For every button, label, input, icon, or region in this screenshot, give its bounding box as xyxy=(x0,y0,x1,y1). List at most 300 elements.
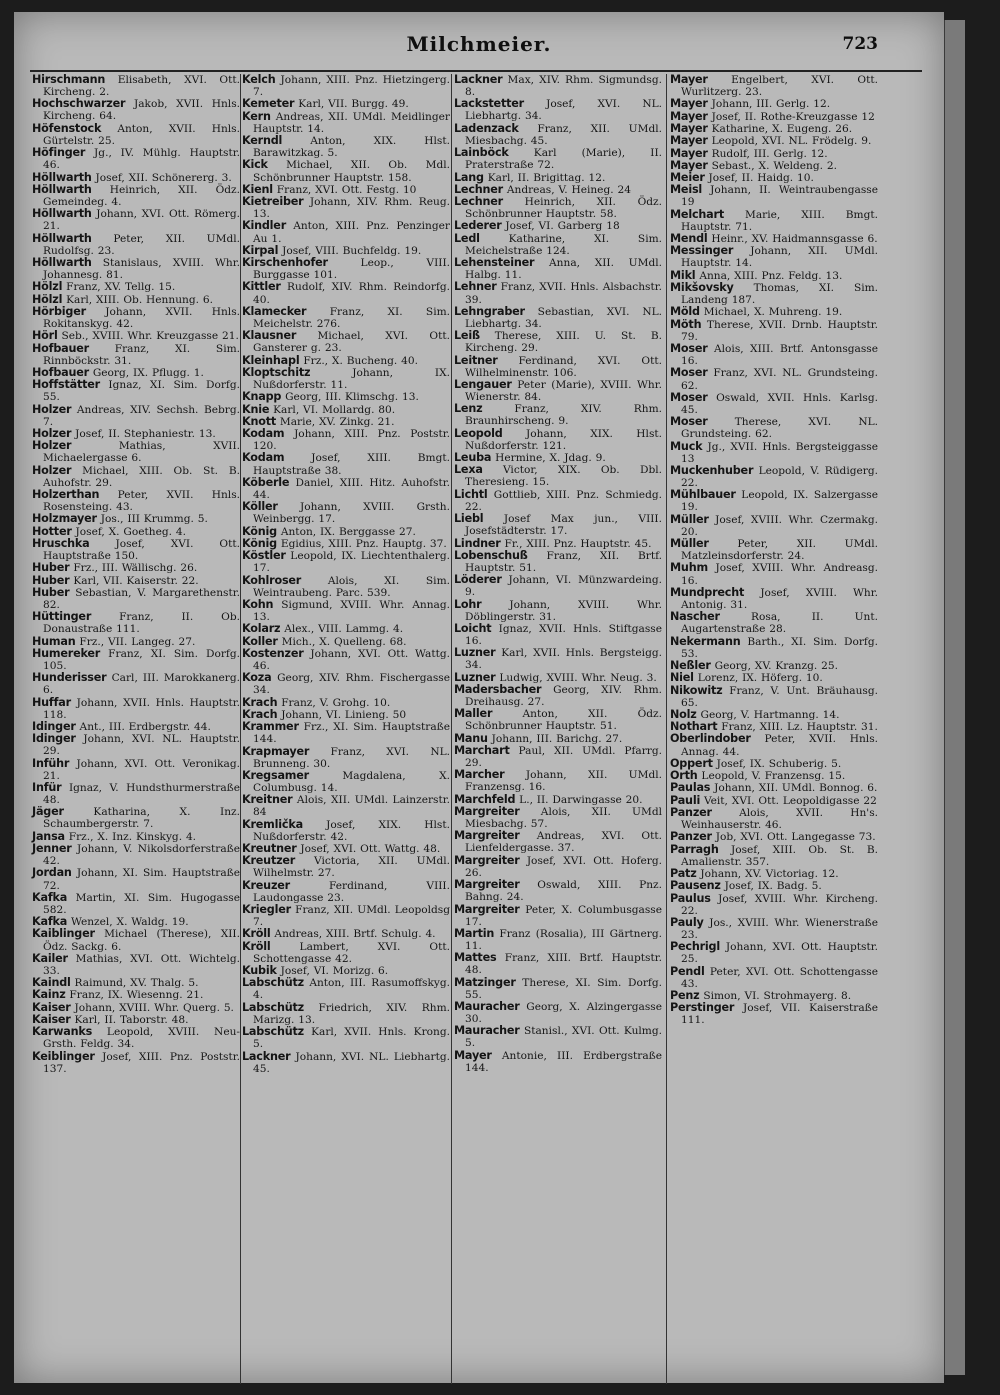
directory-entry xyxy=(242,330,450,354)
entry-surname: Perstinger xyxy=(670,1001,735,1015)
directory-entry xyxy=(32,404,240,428)
entry-details: Johann, III. Barichg. 27. xyxy=(487,732,623,745)
entry-details: Anton, IX. Berggasse 27. xyxy=(276,525,416,538)
entry-details: Franz, II. Ob. Donaustraße 111. xyxy=(43,611,240,636)
entry-details: Franz, XVII. Hnls. Alsbachstr. 39. xyxy=(465,281,662,306)
directory-entry xyxy=(670,721,878,733)
entry-details: Katharina, X. Inz. Schaumbergerstr. 7. xyxy=(43,806,240,831)
entry-details: Franz, XI. Sim. Rinnböckstr. 31. xyxy=(43,342,240,367)
entry-details: Anton, XII. Ödz. Schönbrunner Hauptstr. 51. xyxy=(465,708,662,733)
entry-details: Jakob, XVII. Hnls. Kircheng. 64. xyxy=(43,98,240,123)
entry-surname: Moser xyxy=(670,342,708,356)
entry-surname: Luzner xyxy=(454,646,496,660)
entry-details: Oswald, XVII. Hnls. Karlsg. 45. xyxy=(681,391,878,416)
entry-details: L., II. Darwingasse 20. xyxy=(515,793,643,806)
directory-entry xyxy=(242,794,450,818)
entry-surname: Idinger xyxy=(32,732,76,746)
directory-entry xyxy=(670,270,878,282)
entry-details: Franz, XVI. NL. Grundsteing. 62. xyxy=(681,367,878,392)
entry-details: Anton, XIX. Hlst. Barawitzkag. 5. xyxy=(253,135,450,160)
directory-entry xyxy=(670,135,878,147)
entry-details: Max, XIV. Rhm. Sigmundsg. 8. xyxy=(465,74,662,99)
entry-surname: Mikšovsky xyxy=(670,281,734,295)
directory-entry xyxy=(454,220,662,232)
entry-details: Carl, III. Marokkanerg. 6. xyxy=(43,672,240,697)
entry-surname: Kröll xyxy=(242,939,271,953)
directory-entry xyxy=(242,1026,450,1050)
entry-details: Therese, XVII. Drnb. Hauptstr. 79. xyxy=(681,318,878,343)
entry-surname: Holzer xyxy=(32,426,72,440)
entry-surname: Paulas xyxy=(670,781,711,795)
directory-entry xyxy=(454,1025,662,1049)
entry-details: Johann, II. Weintraubengasse 19 xyxy=(681,184,878,209)
entry-details: Josef, VII. Kaiserstraße 111. xyxy=(681,1002,878,1027)
directory-entry xyxy=(32,953,240,977)
entry-surname: Holzer xyxy=(32,439,72,453)
page-title: Milchmeier. xyxy=(406,32,552,56)
entry-details: Alois, XII. UMdl. Lainzerstr. 84 xyxy=(253,794,450,819)
entry-surname: Kaindl xyxy=(32,976,71,990)
entry-details: Franz, XIV. Rhm. Braunhirscheng. 9. xyxy=(465,403,662,428)
directory-entry xyxy=(32,123,240,147)
header-rule xyxy=(30,70,922,72)
entry-surname: Oppert xyxy=(670,756,713,770)
entry-surname: Marchfeld xyxy=(454,792,516,806)
directory-entry xyxy=(454,355,662,379)
entry-surname: Kaiblinger xyxy=(32,927,95,941)
entry-surname: Mayer xyxy=(670,73,708,86)
entry-surname: Ladenzack xyxy=(454,121,519,135)
entry-details: Peter, XVII. Hnls. Rosensteing. 43. xyxy=(43,488,240,514)
entry-details: Anna, XIII. Pnz. Feldg. 13. xyxy=(695,269,843,282)
directory-entry xyxy=(454,733,662,745)
entry-surname: Lackner xyxy=(454,73,503,86)
entry-surname: Huffar xyxy=(32,695,71,709)
entry-surname: Kreitner xyxy=(242,793,293,807)
entry-surname: König xyxy=(242,524,277,538)
entry-details: Josef, XIII. Ob. St. B. Amalienstr. 357. xyxy=(681,843,878,868)
directory-column-3 xyxy=(454,74,662,1074)
directory-entry xyxy=(670,758,878,770)
entry-surname: Kafka xyxy=(32,890,68,904)
entry-surname: Mikl xyxy=(670,268,696,282)
entry-surname: Nekermann xyxy=(670,634,741,648)
directory-entry xyxy=(670,245,878,269)
directory-entry xyxy=(670,868,878,880)
directory-entry xyxy=(32,343,240,367)
directory-entry xyxy=(242,367,450,391)
entry-details: Johann, XVII. Hnls. Hauptstr. 118. xyxy=(43,696,240,721)
entry-details: Josef, II. Rothe-Kreuzgasse 12 xyxy=(707,110,875,123)
directory-entry xyxy=(670,807,878,831)
entry-details: Karl, VII. Burgg. 49. xyxy=(294,98,409,111)
directory-entry xyxy=(454,879,662,903)
entry-details: Marie, XIII. Bmgt. Hauptstr. 71. xyxy=(681,208,878,233)
entry-details: Michael, XVI. Ott. Gansterer g. 23. xyxy=(253,330,450,355)
directory-entry xyxy=(32,697,240,721)
entry-details: Rudolf, XIV. Rhm. Reindorfg. 40. xyxy=(253,281,450,306)
directory-entry xyxy=(242,709,450,721)
entry-surname: Matzinger xyxy=(454,975,516,989)
directory-entry xyxy=(454,928,662,952)
directory-entry xyxy=(670,172,878,184)
directory-entry xyxy=(454,257,662,281)
directory-entry xyxy=(670,148,878,160)
directory-entry xyxy=(670,538,878,562)
entry-details: Andreas, XIV. Sechsh. Bebrg. 7. xyxy=(43,403,240,428)
directory-entry xyxy=(670,184,878,208)
entry-surname: Huber xyxy=(32,561,70,575)
entry-surname: Kailer xyxy=(32,951,68,965)
directory-entry xyxy=(242,391,450,403)
entry-details: Josef, XVI. NL. Liebhartg. 34. xyxy=(465,98,662,123)
entry-details: Jg., XVII. Hnls. Bergsteiggasse 13 xyxy=(681,440,878,465)
entry-details: Peter, XII. UMdl. Matzleinsdorferstr. 24. xyxy=(681,538,878,563)
directory-entry xyxy=(242,880,450,904)
entry-surname: Huber xyxy=(32,585,70,599)
entry-details: Heinrich, XII. Ödz. Gemeindeg. 4. xyxy=(43,183,240,208)
entry-surname: Möld xyxy=(670,305,700,319)
directory-entry xyxy=(670,672,878,684)
entry-surname: Lackner xyxy=(242,1049,291,1063)
entry-surname: Lenz xyxy=(454,402,483,416)
entry-surname: Hotter xyxy=(32,524,72,538)
entry-details: Leopold, XVIII. Neu-Grsth. Feldg. 34. xyxy=(43,1026,240,1051)
entry-surname: Patz xyxy=(670,866,697,880)
entry-details: Sigmund, XVIII. Whr. Annag. 13. xyxy=(253,598,450,623)
directory-entry xyxy=(32,867,240,891)
entry-details: Martin, XI. Sim. Hugogasse 582. xyxy=(43,891,240,916)
entry-surname: Karwanks xyxy=(32,1025,93,1039)
entry-details: Frz., X. Bucheng. 40. xyxy=(299,354,419,367)
entry-details: Johann, XII. UMdl. Bonnog. 6. xyxy=(710,782,878,795)
entry-surname: Höfenstock xyxy=(32,121,102,135)
entry-details: Antonie, III. Erdbergstraße 144. xyxy=(465,1049,662,1074)
entry-details: Sebastian, XVI. NL. Liebhartg. 34. xyxy=(465,305,662,330)
entry-surname: Jansa xyxy=(32,829,65,843)
entry-details: Victoria, XII. UMdl. Wilhelmstr. 27. xyxy=(253,855,450,880)
entry-details: Josef, XVI. Ott. Wattg. 48. xyxy=(296,843,441,856)
directory-entry xyxy=(32,843,240,867)
entry-surname: Krach xyxy=(242,695,278,709)
directory-column-4 xyxy=(670,74,878,1027)
directory-entry xyxy=(32,733,240,757)
entry-surname: Jordan xyxy=(32,866,72,880)
directory-entry xyxy=(242,220,450,244)
entry-surname: Höllwarth xyxy=(32,170,92,184)
directory-entry xyxy=(454,599,662,623)
entry-surname: Kaiser xyxy=(32,1000,71,1014)
entry-details: Leopold, IX. Salzergasse 19. xyxy=(681,489,878,514)
directory-entry xyxy=(242,245,450,257)
directory-entry xyxy=(454,452,662,464)
entry-surname: Nikowitz xyxy=(670,683,723,697)
entry-surname: Nolz xyxy=(670,707,697,721)
entry-surname: Lobenschuß xyxy=(454,548,528,562)
entry-details: Johann, V. Nikolsdorferstraße 42. xyxy=(43,843,240,868)
entry-details: Michael (Therese), XII. Ödz. Sackg. 6. xyxy=(43,928,240,953)
entry-surname: Kriegler xyxy=(242,903,291,917)
entry-surname: Hoffstätter xyxy=(32,378,100,392)
entry-details: Johann, XVI. NL. Hauptstr. 29. xyxy=(43,733,240,758)
entry-details: Andreas, V. Heineg. 24 xyxy=(502,183,631,196)
entry-details: Friedrich, XIV. Rhm. Marizg. 13. xyxy=(253,1001,450,1026)
directory-entry xyxy=(32,257,240,281)
directory-entry xyxy=(670,709,878,721)
entry-details: Johann, XVII. Hnls. Rokitanskyg. 42. xyxy=(43,305,240,330)
entry-details: Franz, XV. Tellg. 15. xyxy=(62,281,176,294)
directory-entry xyxy=(242,977,450,1001)
entry-details: Johann, XVI. Ott. Römerg. 21. xyxy=(43,208,240,233)
entry-details: Johann, VI. Linieng. 50 xyxy=(277,708,407,721)
directory-entry xyxy=(32,428,240,440)
entry-surname: Höllwarth xyxy=(32,182,92,196)
entry-details: Josef, VI. Garberg 18 xyxy=(501,220,620,233)
directory-entry xyxy=(454,684,662,708)
entry-surname: Müller xyxy=(670,537,709,551)
directory-entry xyxy=(454,745,662,769)
entry-surname: Margreiter xyxy=(454,805,520,818)
entry-details: Ignaz, XVII. Hnls. Stiftgasse 16. xyxy=(465,622,662,647)
entry-details: Frz., III. Wällischg. 26. xyxy=(69,562,198,575)
entry-surname: Lohr xyxy=(454,597,482,611)
entry-surname: Kohlroser xyxy=(242,573,302,587)
directory-entry xyxy=(242,965,450,977)
entry-surname: Mattes xyxy=(454,951,497,965)
entry-surname: Lehensteiner xyxy=(454,256,535,270)
entry-surname: Hölzl xyxy=(32,280,63,294)
directory-entry xyxy=(242,501,450,525)
entry-details: Franz, XVI. NL. Brunneng. 30. xyxy=(253,745,450,770)
entry-surname: Mayer xyxy=(670,146,708,160)
entry-details: Georg, XIV. Rhm. Fischergasse 34. xyxy=(253,672,450,697)
entry-surname: Infür xyxy=(32,781,62,794)
entry-surname: Kodam xyxy=(242,427,285,441)
entry-surname: Kostenzer xyxy=(242,646,304,660)
entry-details: Therese, XI. Sim. Dorfg. 55. xyxy=(465,976,662,1001)
entry-surname: Pechrigl xyxy=(670,940,720,954)
entry-details: Alois, XII. UMdl Miesbachg. 57. xyxy=(465,806,662,831)
entry-surname: Krapmayer xyxy=(242,744,310,758)
entry-details: Franz, XII. Brtf. Hauptstr. 51. xyxy=(465,549,662,574)
entry-details: Mathias, XVI. Ott. Wichtelg. 33. xyxy=(43,952,240,977)
entry-surname: Muhm xyxy=(670,561,708,575)
entry-details: Engelbert, XVI. Ott. Wurlitzerg. 23. xyxy=(681,74,878,99)
entry-details: Franz, XII. UMdl. Miesbachg. 45. xyxy=(465,122,662,147)
entry-surname: Hofbauer xyxy=(32,365,89,379)
entry-surname: Jäger xyxy=(32,805,64,819)
entry-surname: Köller xyxy=(242,500,278,514)
entry-details: Rosa, II. Unt. Augartenstraße 28. xyxy=(681,611,878,636)
entry-surname: Kreutzer xyxy=(242,854,296,868)
directory-entry xyxy=(670,844,878,868)
directory-entry xyxy=(242,672,450,696)
entry-surname: Hofbauer xyxy=(32,341,89,355)
directory-entry xyxy=(670,282,878,306)
directory-entry xyxy=(242,904,450,928)
entry-details: Franz, XI. Sim. Meichelstr. 276. xyxy=(253,305,450,330)
directory-entry xyxy=(32,367,240,379)
directory-entry xyxy=(670,770,878,782)
entry-details: Karl, XVII. Hnls. Bergsteigg. 34. xyxy=(465,647,662,672)
directory-entry xyxy=(32,1014,240,1026)
entry-surname: Koller xyxy=(242,634,278,648)
entry-surname: Pausenz xyxy=(670,879,721,893)
directory-entry xyxy=(454,672,662,684)
entry-surname: Lackstetter xyxy=(454,97,524,111)
entry-details: Jg., IV. Mühlg. Hauptstr. 46. xyxy=(43,147,240,172)
entry-surname: Kremlička xyxy=(242,817,303,831)
entry-details: Karl, VI. Mollardg. 80. xyxy=(269,403,396,416)
entry-details: Victor, XIX. Ob. Dbl. Theresieng. 15. xyxy=(465,464,662,489)
directory-entry xyxy=(242,843,450,855)
directory-entry xyxy=(32,172,240,184)
directory-entry xyxy=(32,782,240,806)
entry-details: Franz, XVI. Ott. Festg. 10 xyxy=(272,183,417,196)
entry-surname: Huber xyxy=(32,573,70,587)
entry-surname: Kolarz xyxy=(242,622,281,636)
entry-details: Johann, XIII. Pnz. Poststr. 120. xyxy=(253,428,450,453)
entry-details: Franz, V. Unt. Bräuhausg. 65. xyxy=(681,684,878,709)
directory-entry xyxy=(454,830,662,854)
entry-details: Georg, V. Hartmanng. 14. xyxy=(696,708,840,721)
directory-entry xyxy=(454,708,662,732)
entry-details: Leopold, V. Franzensg. 15. xyxy=(697,770,846,783)
directory-entry xyxy=(670,917,878,941)
entry-details: Stanislaus, XVIII. Whr. Johannesg. 81. xyxy=(43,256,240,281)
entry-details: Gottlieb, XIII. Pnz. Schmiedg. 22. xyxy=(465,488,662,513)
directory-entry xyxy=(32,306,240,330)
entry-details: Ferdinand, XVI. Ott. Wilhelminenstr. 106. xyxy=(465,354,662,379)
entry-surname: Knie xyxy=(242,402,270,416)
entry-details: Sebastian, V. Margarethenstr. 82. xyxy=(43,586,240,611)
directory-entry xyxy=(32,440,240,464)
entry-surname: Lindner xyxy=(454,536,501,550)
entry-surname: Pauly xyxy=(670,915,704,929)
entry-details: Barth., XI. Sim. Dorfg. 53. xyxy=(681,635,878,660)
directory-entry xyxy=(32,806,240,830)
entry-surname: Muck xyxy=(670,439,703,453)
directory-entry xyxy=(454,513,662,537)
directory-entry xyxy=(242,770,450,794)
directory-entry xyxy=(32,636,240,648)
entry-surname: Luzner xyxy=(454,670,496,684)
entry-details: Katharine, X. Eugeng. 26. xyxy=(707,122,853,135)
entry-details: Johann, XV. Victoriag. 12. xyxy=(696,867,839,880)
entry-surname: Lehner xyxy=(454,280,497,294)
directory-entry xyxy=(670,98,878,110)
entry-surname: Moser xyxy=(670,390,708,404)
directory-entry xyxy=(454,281,662,305)
directory-entry xyxy=(32,562,240,574)
entry-surname: Lichtl xyxy=(454,487,488,501)
entry-details: Josef Max jun., VIII. Josefstädterstr. 17. xyxy=(465,513,662,538)
directory-entry xyxy=(242,1051,450,1075)
entry-details: Karl, XIII. Ob. Hennung. 6. xyxy=(62,293,213,306)
entry-surname: Panzer xyxy=(670,830,712,844)
entry-details: Georg, XIV. Rhm. Dreihausg. 27. xyxy=(465,683,662,709)
entry-details: Stanisl., XVI. Ott. Kulmg. 5. xyxy=(465,1025,662,1050)
entry-details: Franz, XIII. Brtf. Hauptstr. 48. xyxy=(465,952,662,977)
directory-entry xyxy=(670,367,878,391)
entry-surname: Lengauer xyxy=(454,377,512,391)
entry-details: Leop., VIII. Burggasse 101. xyxy=(253,257,450,282)
entry-surname: Lechner xyxy=(454,182,503,196)
entry-surname: Kubik xyxy=(242,964,277,978)
entry-surname: Lederer xyxy=(454,219,502,233)
entry-surname: Krammer xyxy=(242,720,299,734)
entry-surname: Hirschmann xyxy=(32,73,106,86)
entry-details: Fr., XIII. Pnz. Hauptstr. 45. xyxy=(500,537,652,550)
entry-surname: Leopold xyxy=(454,426,503,440)
entry-surname: Human xyxy=(32,634,76,648)
entry-surname: Margreiter xyxy=(454,878,520,892)
entry-surname: Kienl xyxy=(242,182,273,196)
entry-surname: Ledl xyxy=(454,231,480,245)
entry-details: Franz, XIII. Lz. Hauptstr. 31. xyxy=(717,721,878,734)
entry-surname: Kainz xyxy=(32,988,66,1002)
entry-surname: Holzer xyxy=(32,402,72,416)
entry-details: Georg, III. Klimschg. 13. xyxy=(281,391,419,404)
entry-surname: Kröll xyxy=(242,927,271,941)
entry-surname: Hochschwarzer xyxy=(32,97,126,111)
entry-details: Peter, XII. UMdl. Rudolfsg. 23. xyxy=(43,232,240,257)
directory-entry xyxy=(454,904,662,928)
directory-entry xyxy=(32,294,240,306)
directory-entry xyxy=(670,465,878,489)
entry-surname: Parragh xyxy=(670,842,719,856)
entry-details: Johann, XIV. Rhm. Reug. 13. xyxy=(253,196,450,221)
entry-details: Ant., III. Erdbergstr. 44. xyxy=(75,720,211,733)
entry-details: Andreas, XII. UMdl. Meidlinger Hauptstr. 14. xyxy=(253,110,450,135)
entry-details: Alois, XI. Sim. Weintraubeng. Parc. 539. xyxy=(253,574,450,599)
entry-details: Josef, II. Stephaniestr. 13. xyxy=(71,427,216,440)
directory-entry xyxy=(32,831,240,843)
column-divider xyxy=(240,74,241,1384)
entry-surname: Knapp xyxy=(242,390,282,404)
directory-entry xyxy=(670,941,878,965)
entry-surname: König xyxy=(242,536,277,550)
entry-surname: Meisl xyxy=(670,183,703,197)
directory-entry xyxy=(242,355,450,367)
directory-entry xyxy=(32,575,240,587)
entry-surname: Muckenhuber xyxy=(670,463,754,477)
directory-entry xyxy=(242,1002,450,1026)
directory-entry xyxy=(454,769,662,793)
entry-details: Ignaz, V. Hundsthurmerstraße 48. xyxy=(43,782,240,807)
directory-entry xyxy=(454,538,662,550)
directory-entry xyxy=(670,233,878,245)
entry-surname: Höllwarth xyxy=(32,231,92,245)
entry-details: Marie, XV. Zinkg. 21. xyxy=(276,415,395,428)
entry-details: Peter, XVI. Ott. Schottengasse 43. xyxy=(681,965,878,990)
entry-surname: Penz xyxy=(670,989,700,1003)
entry-details: Egidius, XIII. Pnz. Hauptg. 37. xyxy=(276,537,447,550)
entry-details: Frz., X. Inz. Kinskyg. 4. xyxy=(64,830,197,843)
entry-details: Josef, II. Haidg. 10. xyxy=(704,172,814,185)
entry-details: Karl, XVII. Hnls. Krong. 5. xyxy=(253,1026,450,1051)
entry-surname: Koza xyxy=(242,671,272,685)
entry-details: Seb., XVIII. Whr. Kreuzgasse 21. xyxy=(57,330,239,343)
entry-surname: Möth xyxy=(670,317,702,331)
directory-entry xyxy=(242,98,450,110)
directory-entry xyxy=(242,855,450,879)
entry-details: Johann, XII. UMdl. Franzensg. 16. xyxy=(465,769,662,794)
entry-details: Franz, V. Grohg. 10. xyxy=(277,696,391,709)
directory-entry xyxy=(454,623,662,647)
entry-surname: Hunderisser xyxy=(32,671,107,685)
entry-surname: Höllwarth xyxy=(32,207,92,221)
